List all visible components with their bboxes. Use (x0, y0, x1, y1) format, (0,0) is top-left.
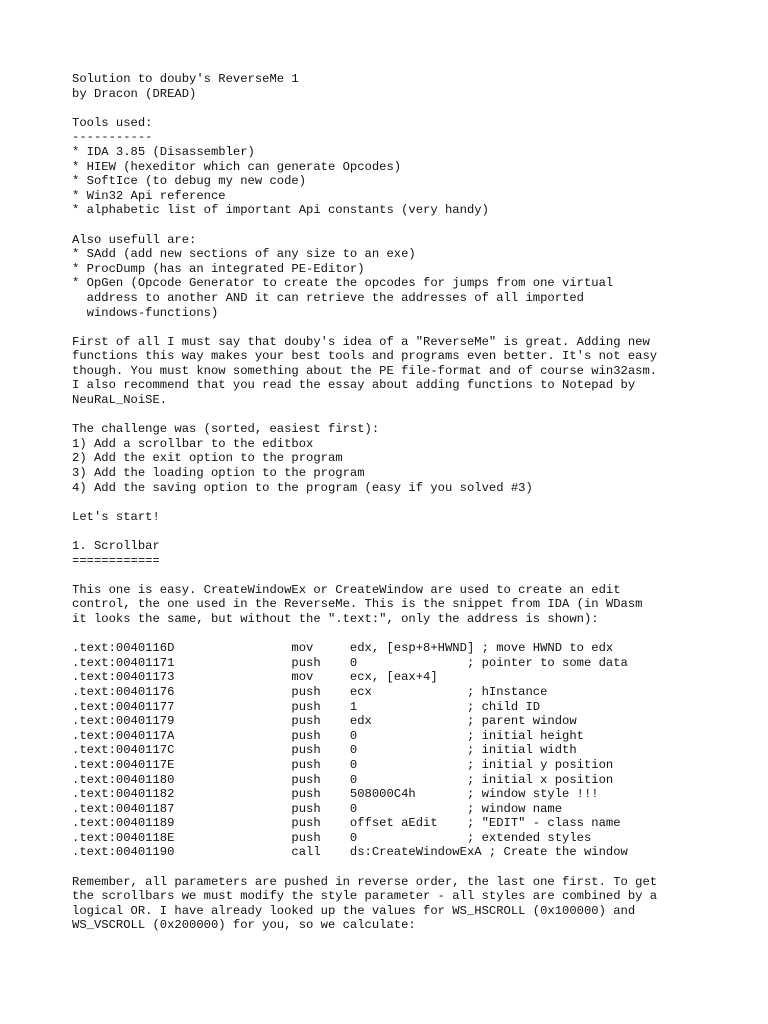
text-line: This one is easy. CreateWindowEx or CreateWindow are used to create an edit (72, 582, 621, 597)
text-line: .text:00401190 call ds:CreateWindowExA ; Create the window (72, 845, 628, 860)
text-line: * ProcDump (has an integrated PE-Editor) (72, 261, 365, 276)
text-line: NeuRaL_NoiSE. (72, 393, 168, 408)
text-line: .text:00401179 push edx ; parent window (72, 714, 577, 729)
text-line: windows-functions) (72, 305, 219, 320)
text-line: * HIEW (hexeditor which can generate Opcodes) (72, 159, 402, 174)
text-line: The challenge was (sorted, easiest first): (72, 422, 380, 437)
text-line: .text:0040117E push 0 ; initial y position (72, 757, 614, 772)
text-line: .text:00401173 mov ecx, [eax+4] (72, 670, 438, 685)
text-line: WS_VSCROLL (0x200000) for you, so we calculate: (72, 918, 416, 933)
text-line: I also recommend that you read the essay about adding functions to Notepad by (72, 378, 636, 393)
text-line: 1. Scrollbar (72, 539, 160, 553)
text-line: * IDA 3.85 (Disassembler) (72, 144, 255, 159)
text-line: Let's start! (72, 509, 160, 524)
text-line: address to another AND it can retrieve the addresses of all imported (72, 290, 584, 305)
text-line: ============ (72, 553, 160, 568)
text-line: .text:0040117A push 0 ; initial height (72, 728, 584, 743)
text-line (72, 320, 762, 335)
text-line: Remember, all parameters are pushed in reverse order, the last one first. To get (72, 874, 658, 889)
text-line: .text:00401171 push 0 ; pointer to some data (72, 655, 628, 670)
text-line: Also usefull are: (72, 232, 197, 247)
text-line: .text:00401189 push offset aEdit ; "EDIT" - class name (72, 816, 621, 831)
text-line: * SAdd (add new sections of any size to an exe) (72, 247, 416, 262)
text-line: the scrollbars we must modify the style parameter - all styles are combined by a (72, 889, 658, 904)
text-line (72, 524, 762, 539)
text-line: Tools used: (72, 115, 153, 130)
text-line: 2) Add the exit option to the program (72, 451, 343, 466)
text-line (72, 627, 762, 642)
text-line: * alphabetic list of important Api constants (very handy) (72, 203, 489, 218)
text-line: .text:00401187 push 0 ; window name (72, 801, 563, 816)
text-line: Solution to douby's ReverseMe 1 (72, 72, 299, 86)
text-line: 1) Add a scrollbar to the editbox (72, 436, 314, 451)
text-line: .text:00401180 push 0 ; initial x position (72, 772, 614, 787)
document-text (72, 72, 762, 933)
text-line (72, 218, 762, 233)
text-line: logical OR. I have already looked up the values for WS_HSCROLL (0x100000) and (72, 903, 636, 918)
text-line: * Win32 Api reference (72, 188, 226, 203)
text-line (72, 860, 762, 875)
text-line (72, 495, 762, 510)
text-line: though. You must know something about the PE file-format and of course win32asm. (72, 363, 658, 378)
text-line: .text:00401182 push 508000C4h ; window style !!! (72, 787, 599, 802)
text-line: .text:0040116D mov edx, [esp+8+HWND] ; move HWND to edx (72, 641, 614, 656)
text-line: .text:00401177 push 1 ; child ID (72, 699, 541, 714)
text-line (72, 408, 762, 423)
text-line: 3) Add the loading option to the program (72, 466, 365, 481)
text-line: .text:0040118E push 0 ; extended styles (72, 830, 592, 845)
text-line: functions this way makes your best tools and programs even better. It's not easy (72, 349, 658, 364)
text-line: control, the one used in the ReverseMe. This is the snippet from IDA (in WDasm (72, 597, 643, 612)
text-line: .text:00401176 push ecx ; hInstance (72, 684, 548, 699)
text-line: .text:0040117C push 0 ; initial width (72, 743, 577, 758)
text-line (72, 101, 762, 116)
text-line: it looks the same, but without the ".text:", only the address is shown): (72, 611, 599, 626)
text-line: First of all I must say that douby's idea of a "ReverseMe" is great. Adding new (72, 334, 650, 349)
text-line: by Dracon (DREAD) (72, 86, 197, 101)
text-line (72, 568, 762, 583)
text-line: 4) Add the saving option to the program (easy if you solved #3) (72, 480, 533, 495)
text-line: ----------- (72, 130, 153, 145)
text-line: * OpGen (Opcode Generator to create the opcodes for jumps from one virtual (72, 276, 614, 291)
text-line: * SoftIce (to debug my new code) (72, 174, 307, 189)
